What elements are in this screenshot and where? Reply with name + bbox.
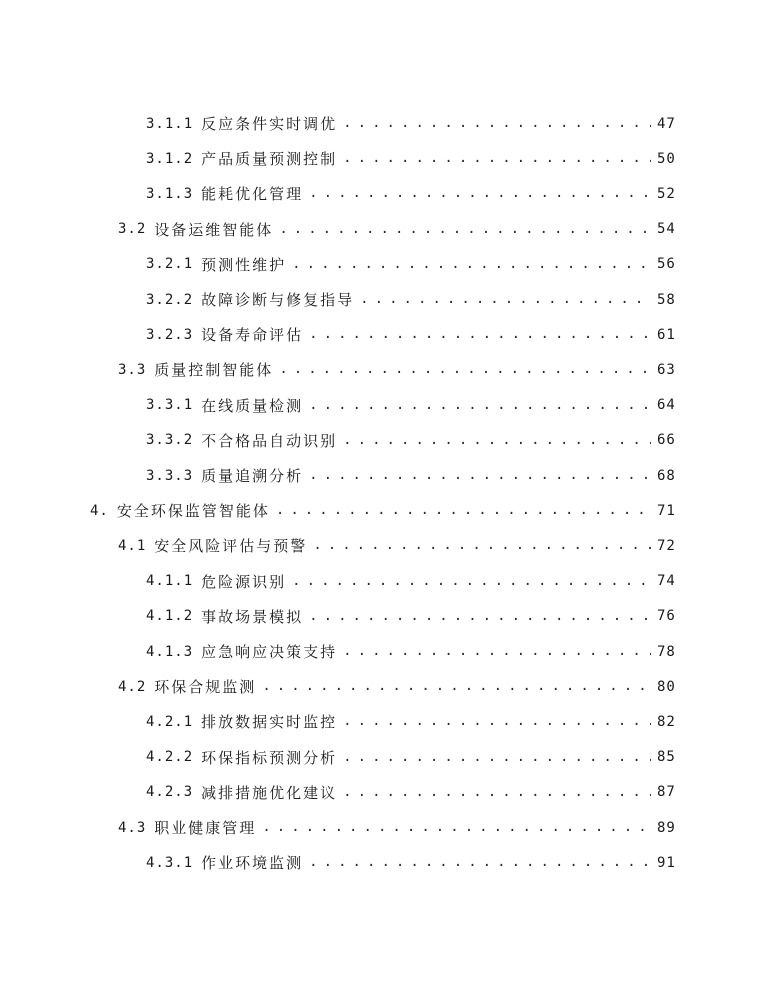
toc-section-number: 4.1.3 (146, 643, 194, 660)
toc-section-number: 3.3.1 (146, 397, 194, 414)
toc-page-number: 58 (657, 291, 676, 308)
toc-entry-line (146, 634, 675, 669)
toc-entry[interactable] (0, 704, 765, 739)
toc-dot-leader (309, 845, 651, 880)
toc-section-title: 设备运维智能体 (154, 220, 274, 239)
toc-section-title: 安全风险评估与预警 (154, 537, 308, 556)
toc-entry[interactable] (0, 564, 765, 599)
toc-section-number: 3.2.3 (146, 326, 194, 343)
toc-page-number: 64 (657, 397, 676, 414)
toc-dot-leader (309, 176, 651, 211)
toc-section-title: 事故场景模拟 (201, 607, 304, 626)
toc-section-number: 4.2.3 (146, 784, 194, 801)
toc-page-number: 85 (657, 749, 676, 766)
toc-section-number: 3.3 (118, 361, 147, 378)
toc-entry[interactable] (0, 845, 765, 880)
toc-section-number: 4.1.2 (146, 608, 194, 625)
toc-section-title: 反应条件实时调优 (201, 115, 338, 133)
toc-section-title: 环保指标预测分析 (201, 748, 338, 767)
toc-section-number: 4.3.1 (146, 854, 194, 871)
toc-entry[interactable] (0, 212, 765, 247)
toc-section-number: 4.1.1 (146, 573, 194, 590)
toc-entry[interactable] (0, 141, 765, 176)
toc-page-number: 56 (657, 256, 676, 273)
toc-section-number: 3.3.3 (146, 467, 194, 484)
toc-entry[interactable] (0, 528, 765, 563)
toc-section-title: 职业健康管理 (154, 819, 257, 837)
toc-entry[interactable] (0, 669, 765, 704)
toc-section-title: 不合格品自动识别 (201, 431, 338, 450)
toc-dot-leader (262, 810, 651, 845)
toc-entry-line (146, 388, 675, 423)
toc-page-number: 50 (657, 150, 676, 167)
toc-section-number: 3.1.1 (146, 115, 194, 132)
toc-entry-line (146, 282, 675, 317)
toc-dot-leader (309, 317, 651, 352)
toc-section-title: 安全环保监管智能体 (116, 502, 270, 521)
toc-page-number: 66 (657, 432, 676, 449)
toc-section-number: 3.2.1 (146, 256, 194, 273)
toc-entry-line (146, 141, 675, 176)
toc-entry-line (146, 458, 675, 493)
toc-entry-line (146, 317, 675, 352)
toc-entry-line (146, 775, 675, 810)
toc-page-number: 52 (657, 185, 676, 202)
toc-dot-leader (343, 704, 651, 739)
toc-section-number: 4.1 (118, 537, 147, 554)
toc-section-number: 3.2.2 (146, 291, 194, 308)
toc-page-number: 54 (657, 221, 676, 238)
toc-dot-leader (343, 423, 651, 458)
toc-entry-line (146, 599, 675, 634)
toc-page-number: 72 (657, 537, 676, 554)
toc-entry[interactable] (0, 458, 765, 493)
toc-entry[interactable] (0, 388, 765, 423)
toc-section-title: 危险源识别 (201, 572, 287, 591)
toc-entry-line (146, 564, 675, 599)
toc-entry-line (90, 493, 675, 528)
toc-entry[interactable] (0, 352, 765, 387)
toc-page-number: 78 (657, 643, 676, 660)
toc-entry[interactable] (0, 247, 765, 282)
toc-entry[interactable] (0, 423, 765, 458)
toc-section-title: 作业环境监测 (201, 854, 304, 873)
toc-page-number: 74 (657, 573, 676, 590)
toc-entry[interactable] (0, 493, 765, 528)
toc-section-number: 4.3 (118, 819, 147, 836)
toc-dot-leader (343, 141, 651, 176)
toc-page-number: 80 (657, 678, 676, 695)
toc-section-number: 4.2.1 (146, 713, 194, 730)
toc-dot-leader (313, 528, 651, 563)
toc-section-title: 故障诊断与修复指导 (201, 291, 355, 309)
toc-page-number: 71 (657, 502, 676, 519)
toc-entry-line (146, 845, 675, 880)
toc-dot-leader (279, 352, 651, 387)
toc-page-number: 87 (657, 784, 676, 801)
toc-page-number: 89 (657, 819, 676, 836)
toc-entry[interactable] (0, 599, 765, 634)
toc-section-title: 质量控制智能体 (154, 361, 274, 380)
toc-section-title: 产品质量预测控制 (201, 150, 338, 169)
toc-section-number: 4.2.2 (146, 749, 194, 766)
toc-page-number: 61 (657, 326, 676, 343)
toc-entry[interactable] (0, 740, 765, 775)
toc-page-number: 82 (657, 713, 676, 730)
toc-page-number: 76 (657, 608, 676, 625)
toc-entry[interactable] (0, 317, 765, 352)
toc-section-title: 环保合规监测 (154, 678, 257, 697)
toc-dot-leader (360, 282, 651, 317)
toc-entry-line (146, 740, 675, 775)
toc-dot-leader (279, 212, 651, 247)
toc-entry-line (118, 528, 675, 563)
toc-page-number: 47 (657, 115, 676, 132)
toc-dot-leader (309, 599, 651, 634)
toc-entry-line (146, 423, 675, 458)
toc-entry-line (146, 176, 675, 211)
toc-entry-line (118, 669, 675, 704)
toc-entry-line (146, 247, 675, 282)
toc-section-number: 4.2 (118, 678, 147, 695)
toc-entry-line (118, 212, 675, 247)
toc-section-title: 设备寿命评估 (201, 326, 304, 345)
toc-dot-leader (343, 775, 651, 810)
toc-section-title: 能耗优化管理 (201, 185, 304, 204)
toc-section-title: 排放数据实时监控 (201, 713, 338, 732)
toc-section-number: 3.1.3 (146, 185, 194, 202)
toc-section-title: 减排措施优化建议 (201, 783, 338, 802)
toc-entry[interactable] (0, 106, 765, 141)
toc-page-number: 91 (657, 854, 676, 871)
toc-entry-line (146, 106, 675, 141)
toc-section-number: 3.3.2 (146, 432, 194, 449)
toc-dot-leader (262, 669, 651, 704)
toc-section-title: 应急响应决策支持 (201, 643, 338, 661)
toc-section-number: 3.1.2 (146, 150, 194, 167)
toc-section-title: 在线质量检测 (201, 396, 304, 415)
toc-page-number: 68 (657, 467, 676, 484)
toc-entry-line (118, 352, 675, 387)
toc-entry[interactable] (0, 775, 765, 810)
toc-dot-leader (309, 458, 651, 493)
toc-dot-leader (309, 388, 651, 423)
toc-section-title: 预测性维护 (201, 255, 287, 274)
toc-entry-line (146, 704, 675, 739)
toc-dot-leader (292, 564, 651, 599)
toc-section-title: 质量追溯分析 (201, 467, 304, 485)
toc-page-number: 63 (657, 361, 676, 378)
toc-entry[interactable] (0, 634, 765, 669)
toc-dot-leader (343, 634, 651, 669)
toc-dot-leader (343, 106, 651, 141)
toc-dot-leader (276, 493, 651, 528)
toc-entry[interactable] (0, 810, 765, 845)
toc-dot-leader (343, 740, 651, 775)
toc-dot-leader (292, 247, 651, 282)
toc-entry[interactable] (0, 176, 765, 211)
toc-entry[interactable] (0, 282, 765, 317)
toc-entry-line (118, 810, 675, 845)
toc-section-number: 3.2 (118, 221, 147, 238)
toc-section-number: 4. (90, 502, 109, 519)
